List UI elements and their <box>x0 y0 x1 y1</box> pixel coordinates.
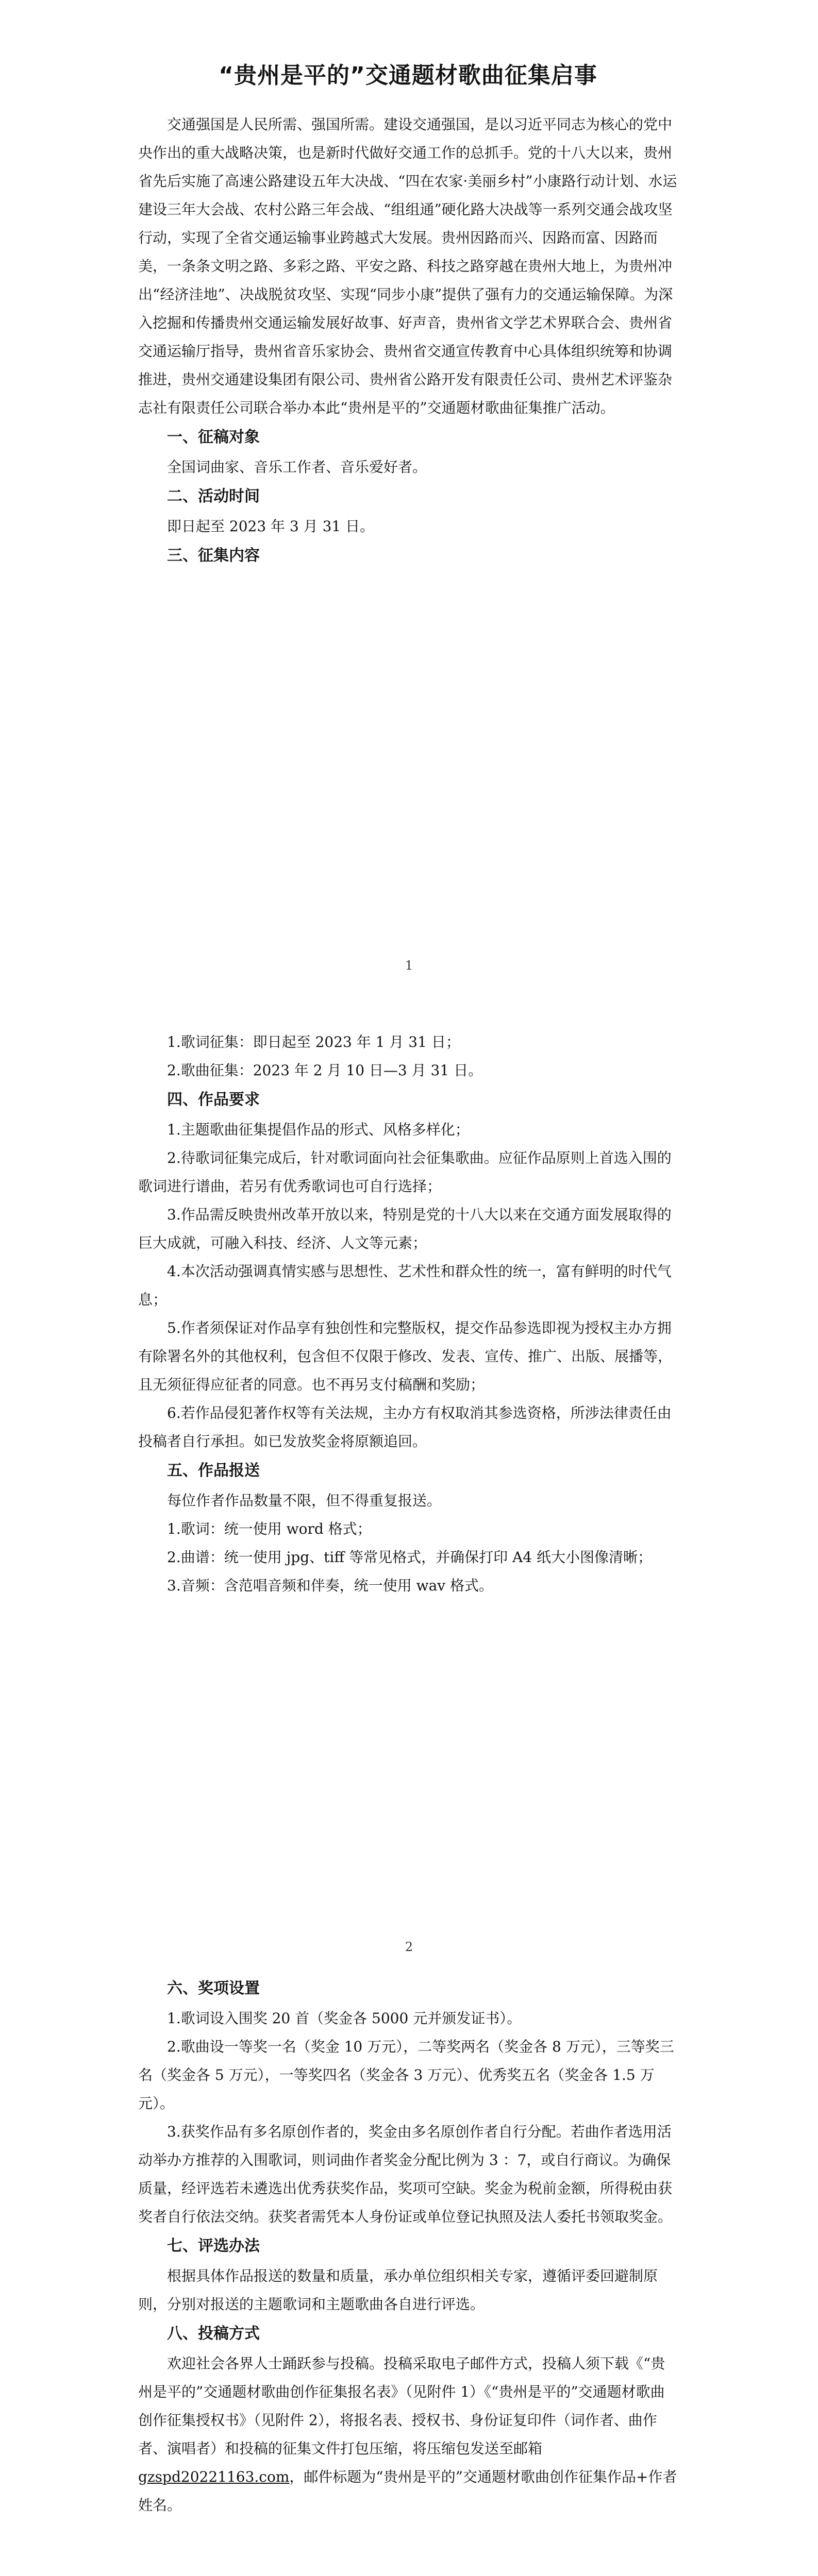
judging-text: 根据具体作品报送的数量和质量，承办单位组织相关专家，遵循评委回避制原则，分别对报送的主题歌词和主题歌曲各自进行评选。 <box>138 2267 658 2313</box>
page-3 <box>0 1927 818 2576</box>
section-5-heading: 五、作品报送 <box>167 1462 260 1480</box>
email-link[interactable]: gzspd20221163.com <box>138 2468 290 2485</box>
requirement-6: 6.若作品侵犯著作权等有关法规，主办方有权取消其参选资格，所涉法律责任由投稿者自行承担。如已发放奖金将原额追回。 <box>138 1404 672 1450</box>
requirement-2: 2.待歌词征集完成后，针对歌词面向社会征集歌曲。应征作品原则上首选入围的歌词进行谱曲，若另有优秀歌词也可自行选择； <box>138 1149 672 1195</box>
page-number-1: 1 <box>405 958 413 973</box>
page-2-content <box>138 1028 678 1600</box>
award-3: 3.获奖作品有多名原创作者的，奖金由多名原创作者自行分配。若曲作者选用活动举办方推荐的入围歌词，则词曲作者奖金分配比例为 3 ：7，或自行商议。为确保质量，经评选若未遴选出优秀获奖作品，奖项可空缺。奖金为税前金额，所得税由获奖者自行依法交纳。获奖者需凭本人身份证或单位登记执照及法人委托书领取奖金。 <box>138 2123 673 2225</box>
award-1: 1.歌词设入围奖 20 首（奖金各 5000 元并颁发证书）。 <box>167 2010 522 2027</box>
requirement-1: 1.主题歌曲征集提倡作品的形式、风格多样化； <box>167 1121 470 1138</box>
intro-paragraph: 交通强国是人民所需、强国所需。建设交通强国，是以习近平同志为核心的党中央作出的重大战略决策，也是新时代做好交通工作的总抓手。党的十八大以来，贵州省先后实施了高速公路建设五年大决战、“四在农家·美丽乡村”小康路行动计划、水运建设三年大会战、农村公路三年会战、“组组通”硬化路大决战等一系列交通会战攻坚行动，实现了全省交通运输事业跨越式大发展。贵州因路而兴、因路而富、因路而美，一条条文明之路、多彩之路、平安之路、科技之路穿越在贵州大地上，为贵州冲出“经济洼地”、决战脱贫攻坚、实现“同步小康”提供了强有力的交通运输保障。为深入挖掘和传播贵州交通运输发展好故事、好声音，贵州省文学艺术界联合会、贵州省交通运输厅指导，贵州省音乐家协会、贵州省交通宣传教育中心具体组织统筹和协调推进，贵州交通建设集团有限公司、贵州省公路开发有限责任公司、贵州艺术评鉴杂志社有限责任公司联合举办本此“贵州是平的”交通题材歌曲征集推广活动。 <box>138 116 677 416</box>
submission-method-text: 欢迎社会各界人士踊跃参与投稿。投稿采取电子邮件方式，投稿人须下载《“贵州是平的”交通题材歌曲创作征集报名表》（见附件 1）《“贵州是平的”交通题材歌曲创作征集授权书》（见附件 2），将报名表、授权书、身份证复印件（词作者、曲作者、演唱者）和投稿的征集文件打包压缩，将压缩包发送至邮箱 <box>138 2355 665 2457</box>
section-6-heading: 六、奖项设置 <box>167 1979 260 1997</box>
collection-item-2: 2.歌曲征集：2023 年 2 月 10 日—3 月 31 日。 <box>167 1062 483 1079</box>
section-7-heading: 七、评选办法 <box>167 2237 260 2255</box>
page-1 <box>0 0 818 973</box>
section-2-text: 即日起至 2023 年 3 月 31 日。 <box>167 518 375 535</box>
submission-method <box>138 2349 678 2519</box>
section-4-heading: 四、作品要求 <box>167 1091 260 1109</box>
format-lyrics: 1.歌词：统一使用 word 格式； <box>167 1520 372 1537</box>
requirement-3: 3.作品需反映贵州改革开放以来，特别是党的十八大以来在交通方面发展取得的巨大成就，可融入科技、经济、人文等元素； <box>138 1206 672 1251</box>
page-1-content <box>138 57 678 571</box>
requirement-4: 4.本次活动强调真情实感与思想性、艺术性和群众性的统一，富有鲜明的时代气息； <box>138 1263 672 1308</box>
section-3-heading: 三、征集内容 <box>167 547 260 565</box>
section-2-heading: 二、活动时间 <box>167 487 260 505</box>
format-score: 2.曲谱：统一使用 jpg、tiff 等常见格式，并确保打印 A4 纸大小图像清晰； <box>167 1549 652 1566</box>
page-2 <box>0 969 818 1954</box>
requirement-5: 5.作者须保证对作品享有独创性和完整版权，提交作品参选即视为授权主办方拥有除署名外的其他权利，包含但不仅限于修改、发表、宣传、推广、出版、展播等，且无须征得应征者的同意。也不再另支付稿酬和奖励； <box>138 1319 673 1393</box>
page-number-2: 2 <box>405 1940 413 1954</box>
section-1-heading: 一、征稿对象 <box>167 428 260 446</box>
submission-method-tail: ，邮件标题为“贵州是平的”交通题材歌曲创作征集作品+作者姓名。 <box>138 2468 677 2514</box>
format-audio: 3.音频：含范唱音频和伴奏，统一使用 wav 格式。 <box>167 1577 493 1594</box>
award-2: 2.歌曲设一等奖一名（奖金 10 万元），二等奖两名（奖金各 8 万元），三等奖三名（奖金各 5 万元），一等奖四名（奖金各 3 万元）、优秀奖五名（奖金各 1.5 万元）。 <box>138 2038 674 2112</box>
page-3-content <box>138 1973 678 2519</box>
section-1-text: 全国词曲家、音乐工作者、音乐爱好者。 <box>167 459 427 476</box>
collection-item-1: 1.歌词征集：即日起至 2023 年 1 月 31 日； <box>167 1033 460 1050</box>
page-title: “贵州是平的”交通题材歌曲征集启事 <box>219 62 597 89</box>
submission-intro: 每位作者作品数量不限，但不得重复报送。 <box>167 1492 442 1509</box>
section-8-heading: 八、投稿方式 <box>167 2325 260 2343</box>
